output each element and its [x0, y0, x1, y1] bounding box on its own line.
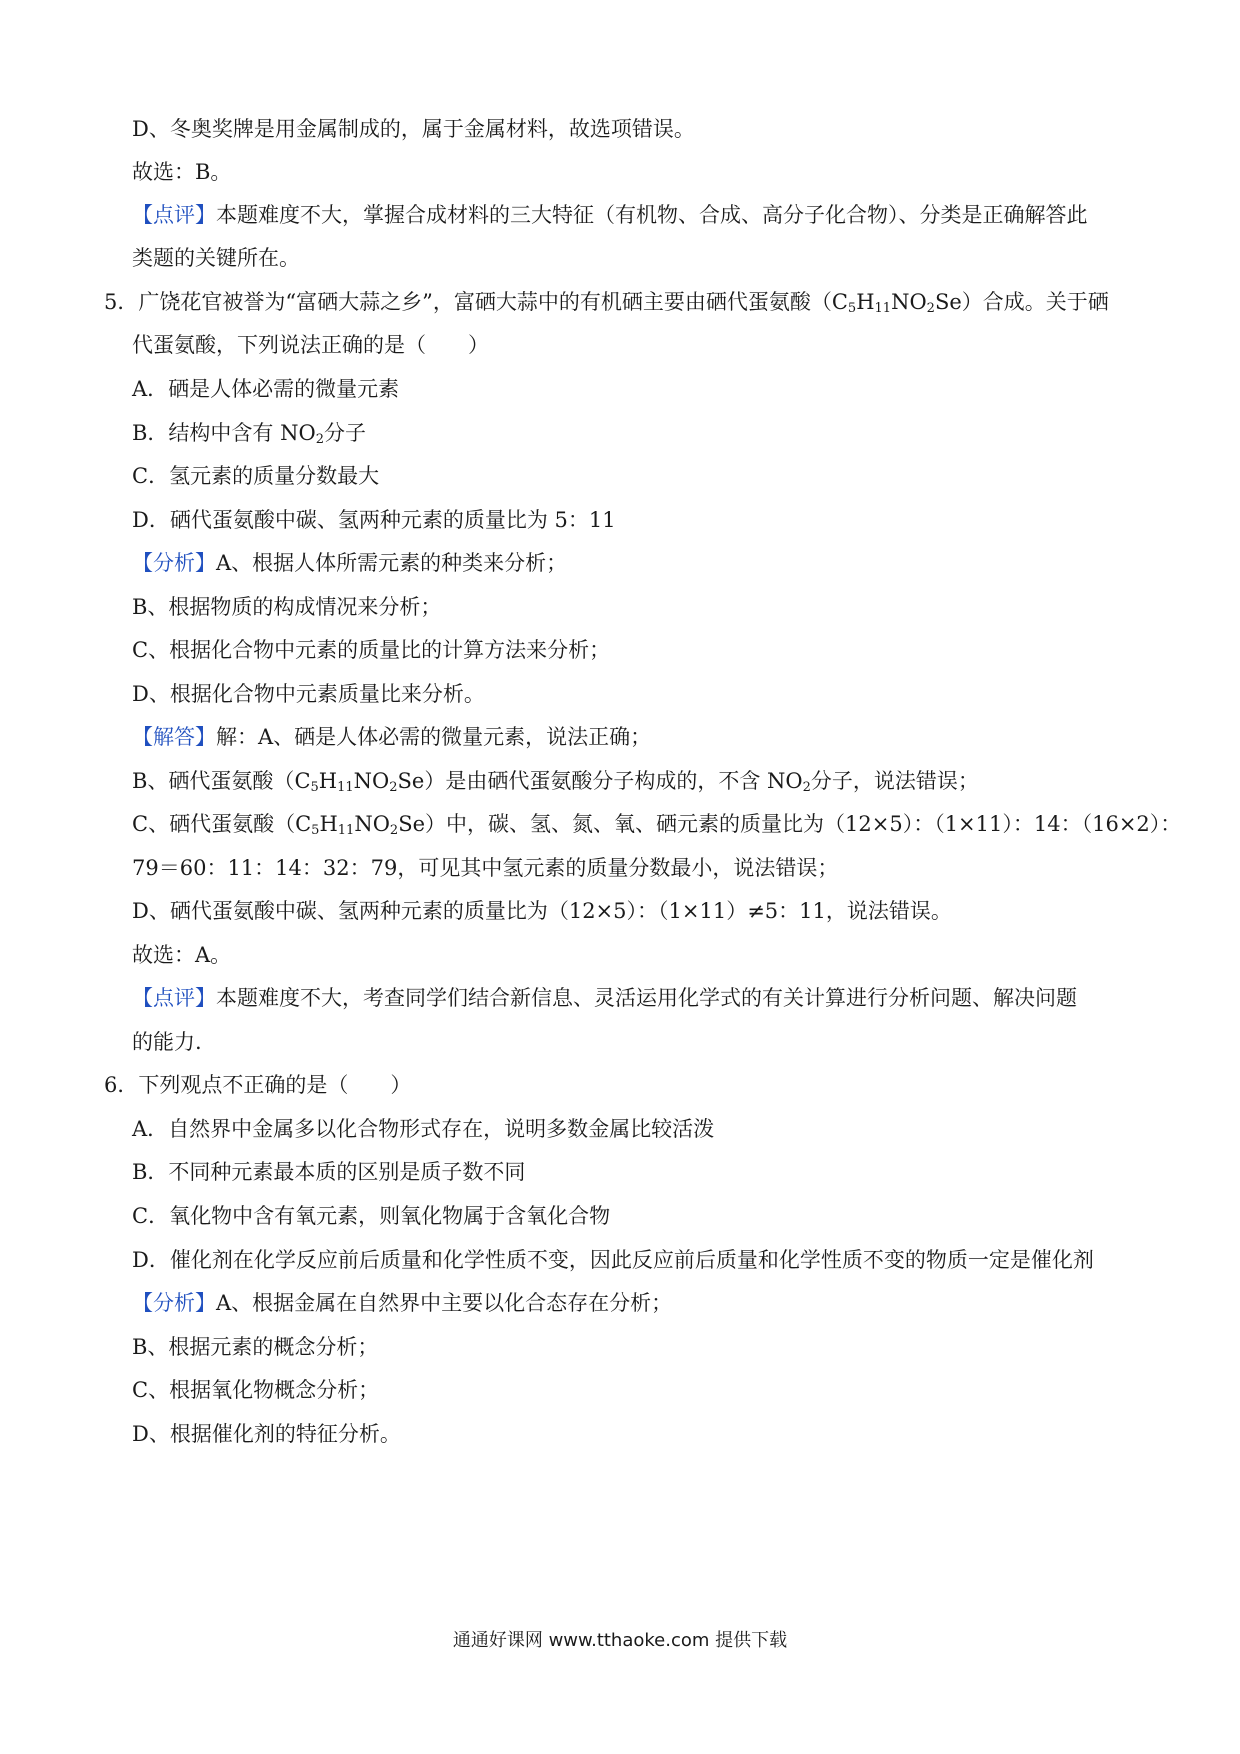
q5-option-c: C．氢元素的质量分数最大	[132, 464, 380, 488]
q5-option-a: A．硒是人体必需的微量元素	[132, 377, 400, 401]
solution-tag: 【解答】	[132, 725, 216, 749]
q5-solution-b: B、硒代蛋氨酸$(C_5H_{11}NO_2Se)$是由硒代蛋氨酸分子构成的，不含 $NO_2$分子，说法错误；	[132, 769, 979, 795]
q5-stem-line-2: 代蛋氨酸，下列说法正确的是（ ）	[132, 333, 489, 357]
q6-analysis-c: C、根据氧化物概念分析；	[132, 1378, 380, 1402]
q6-analysis-a: 【分析】A、根据金属在自然界中主要以化合态存在分析；	[132, 1291, 673, 1315]
q5-analysis-a: 【分析】A、根据人体所需元素的种类来分析；	[132, 551, 568, 575]
q5-comment-line-2: 的能力.	[132, 1030, 202, 1054]
page-footer: 通通好课网 www.tthaoke.com 提供下载	[452, 1630, 788, 1651]
q6-analysis-d: D、根据催化剂的特征分析。	[132, 1422, 401, 1446]
q5-formula: $C_5H_{11}NO_2Se$	[294, 769, 425, 795]
q5-stem-text: 5．广饶花官被誉为“富硒大蒜之乡”，富硒大蒜中的有机硒主要由硒代蛋氨酸（	[104, 290, 832, 314]
q5-comment-line-1: 【点评】本题难度不大，考查同学们结合新信息、灵活运用化学式的有关计算进行分析问题、解决问题	[132, 986, 1077, 1010]
q6-option-a: A．自然界中金属多以化合物形式存在，说明多数金属比较活泼	[132, 1117, 715, 1141]
prev-option-d-explanation: D、冬奥奖牌是用金属制成的，属于金属材料，故选项错误。	[132, 117, 695, 141]
comment-tag: 【点评】	[132, 986, 216, 1010]
q6-option-c: C．氧化物中含有氧元素，则氧化物属于含氧化合物	[132, 1204, 611, 1228]
q6-stem: 6．下列观点不正确的是（ ）	[104, 1073, 412, 1097]
q6-analysis-b: B、根据元素的概念分析；	[132, 1335, 379, 1359]
q5-option-d: D．硒代蛋氨酸中碳、氢两种元素的质量比为 5：11	[132, 508, 616, 532]
comment-tag: 【点评】	[132, 203, 216, 227]
comment-text: 本题难度不大，掌握合成材料的三大特征（有机物、合成、高分子化合物）、分类是正确解答此	[216, 203, 1088, 227]
q5-answer: 故选：A。	[132, 943, 232, 967]
prev-comment-line-1	[132, 200, 1088, 230]
q6-option-d: D．催化剂在化学反应前后质量和化学性质不变，因此反应前后质量和化学性质不变的物质一定是催化剂	[132, 1248, 1094, 1272]
q5-formula: $C_5H_{11}NO_2Se$	[295, 812, 426, 838]
q5-stem-end: ）合成。关于硒	[961, 290, 1109, 314]
analysis-tag: 【分析】	[132, 551, 216, 575]
prev-answer: 故选：B。	[132, 160, 232, 184]
q5-formula: $C_5H_{11}NO_2Se$	[831, 290, 962, 316]
q5-solution-d: D、硒代蛋氨酸中碳、氢两种元素的质量比为（12×5）：（1×11）≠5：11，说法错误。	[132, 899, 952, 923]
q5-solution-c-line-1: C、硒代蛋氨酸$(C_5H_{11}NO_2Se)$中，碳、氢、氮、氧、硒元素的质量比为（12×5）：（1×11）：14：（16×2）：	[132, 812, 1182, 838]
q5-stem-line-1	[104, 287, 1109, 317]
q5-solution-c-line-2: 79＝60：11：14：32：79，可见其中氢元素的质量分数最小，说法错误；	[132, 856, 839, 880]
q5-analysis-c: C、根据化合物中元素的质量比的计算方法来分析；	[132, 638, 611, 662]
q5-analysis-b: B、根据物质的构成情况来分析；	[132, 595, 442, 619]
prev-comment-line-2: 类题的关键所在。	[132, 246, 300, 270]
q5-solution-a: 【解答】解：A、硒是人体必需的微量元素，说法正确；	[132, 725, 652, 749]
analysis-tag: 【分析】	[132, 1291, 216, 1315]
q6-option-b: B．不同种元素最本质的区别是质子数不同	[132, 1160, 526, 1184]
q5-option-b: B．结构中含有 $NO_2$分子	[132, 421, 366, 447]
q5-analysis-d: D、根据化合物中元素质量比来分析。	[132, 682, 485, 706]
